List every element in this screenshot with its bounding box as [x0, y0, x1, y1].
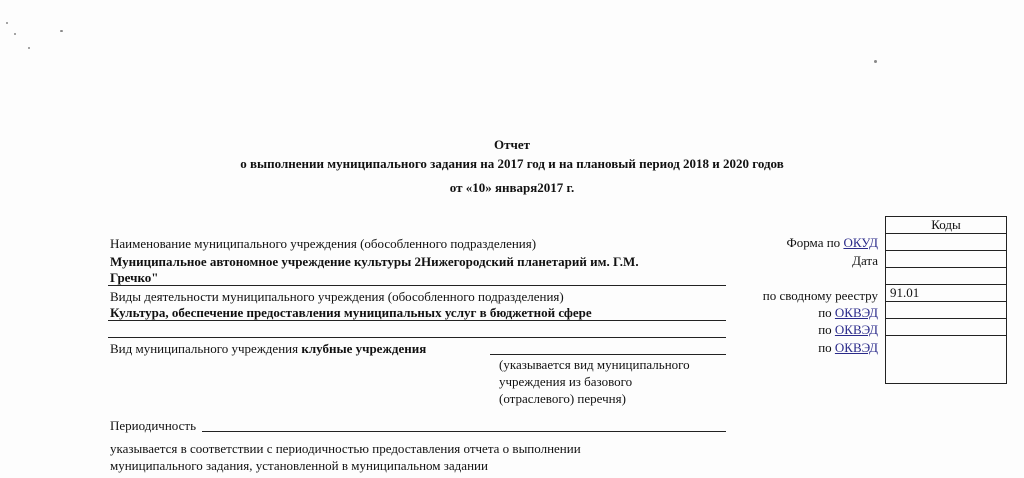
okud-link[interactable]: ОКУД	[843, 235, 878, 250]
okved-link-2[interactable]: ОКВЭД	[834, 322, 878, 337]
activity-underline	[108, 320, 726, 321]
code-okved-2	[886, 302, 1007, 319]
report-date: от «10» января2017 г.	[449, 180, 575, 195]
institution-name-label: Наименование муниципального учреждения (обособленного подразделения)	[110, 236, 537, 251]
institution-name-value-2: Гречко"	[110, 270, 159, 285]
type-label: Вид муниципального учреждения клубные учреждения	[110, 341, 427, 356]
okud-label: Форма по ОКУД	[786, 235, 878, 250]
okved-label-3: по ОКВЭД	[818, 340, 878, 355]
report-title: Отчет	[494, 137, 530, 152]
report-subtitle: о выполнении муниципального задания на 2017 год и на плановый период 2018 и 2020 годов	[240, 156, 784, 171]
scan-speck	[60, 30, 63, 32]
institution-name-underline	[108, 285, 726, 286]
codes-table	[885, 216, 1007, 384]
code-okud	[886, 234, 1007, 251]
okved-label-1: по ОКВЭД	[818, 305, 878, 320]
institution-name-value-1: Муниципальное автономное учреждение культуры 2Нижегородский планетарий им. Г.М.	[110, 254, 639, 269]
scan-speck	[14, 33, 16, 35]
code-okved-1: 91.01	[886, 285, 1007, 302]
type-note-1: (указывается вид муниципального	[499, 357, 690, 372]
scan-speck	[28, 47, 30, 49]
blank-underline	[108, 337, 726, 338]
type-value: клубные учреждения	[301, 341, 427, 356]
scan-speck	[874, 60, 877, 63]
code-date	[886, 251, 1007, 268]
activity-label: Виды деятельности муниципального учреждения (обособленного подразделения)	[110, 289, 564, 304]
type-note-3: (отраслевого) перечня)	[499, 391, 626, 406]
okved-link-1[interactable]: ОКВЭД	[834, 305, 878, 320]
date-label: Дата	[852, 253, 878, 268]
periodicity-note-2: муниципального задания, установленной в муниципальном задании	[110, 458, 488, 473]
code-registry	[886, 268, 1007, 285]
code-okved-3	[886, 319, 1007, 336]
registry-label: по сводному реестру	[762, 288, 878, 303]
periodicity-label: Периодичность	[110, 418, 197, 433]
okved-link-3[interactable]: ОКВЭД	[834, 340, 878, 355]
okved-label-2: по ОКВЭД	[818, 322, 878, 337]
type-note-2: учреждения из базового	[499, 374, 633, 389]
code-extra	[886, 336, 1007, 384]
activity-value: Культура, обеспечение предоставления муниципальных услуг в бюджетной сфере	[110, 305, 592, 320]
scan-speck	[6, 22, 8, 24]
codes-header: Коды	[886, 217, 1007, 234]
periodicity-underline	[202, 431, 726, 432]
periodicity-note-1: указывается в соответствии с периодичностью предоставления отчета о выполнении	[110, 441, 581, 456]
type-underline	[490, 354, 726, 355]
